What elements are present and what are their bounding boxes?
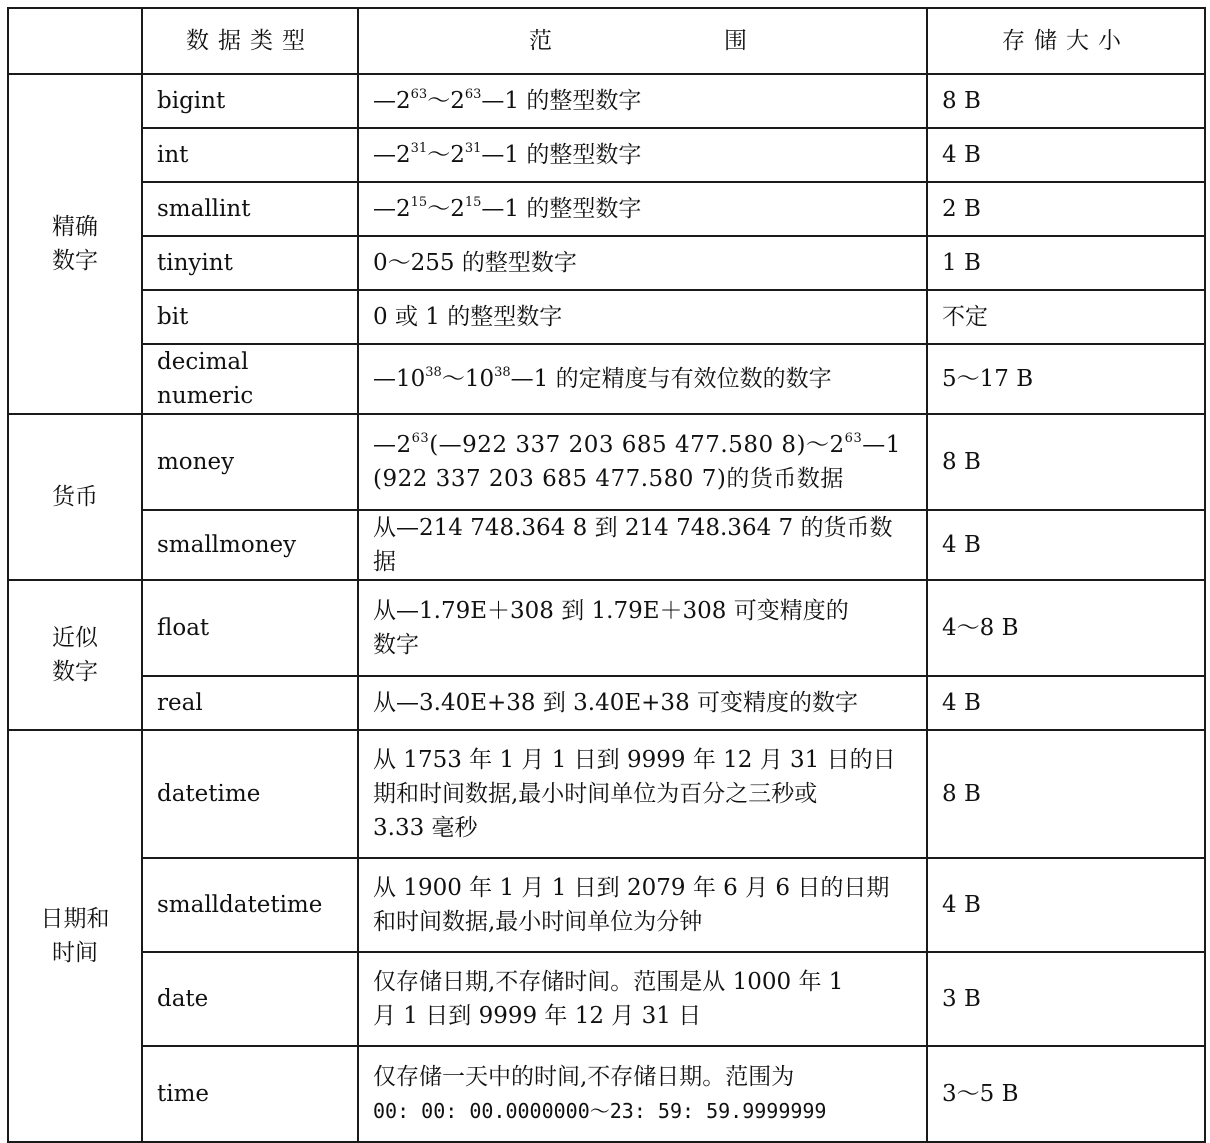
size-cell: 4 B (927, 128, 1205, 182)
size-cell: 3～5 B (927, 1046, 1205, 1142)
type-cell: time (142, 1046, 358, 1142)
size-cell: 1 B (927, 236, 1205, 290)
size-cell: 不定 (927, 290, 1205, 344)
range-cell: 0～255 的整型数字 (358, 236, 927, 290)
type-cell: decimal numeric (142, 344, 358, 414)
range-cell: 从—3.40E+38 到 3.40E+38 可变精度的数字 (358, 676, 927, 730)
table-row (8, 128, 1205, 182)
type-cell: datetime (142, 730, 358, 858)
range-cell: 从 1753 年 1 月 1 日到 9999 年 12 月 31 日的日 期和时间数据,最小时间单位为百分之三秒或 3.33 毫秒 (358, 730, 927, 858)
type-cell: date (142, 952, 358, 1046)
data-type-table (7, 7, 1206, 1143)
table-row (8, 676, 1205, 730)
table-row (8, 344, 1205, 414)
size-cell: 3 B (927, 952, 1205, 1046)
header-row (8, 8, 1205, 74)
category-exact-numeric: 精确 数字 (8, 74, 142, 414)
category-money: 货币 (8, 414, 142, 580)
size-cell: 4 B (927, 510, 1205, 580)
type-cell: int (142, 128, 358, 182)
range-cell: 从—1.79E＋308 到 1.79E＋308 可变精度的 数字 (358, 580, 927, 676)
type-cell: tinyint (142, 236, 358, 290)
size-cell: 8 B (927, 74, 1205, 128)
table-row (8, 236, 1205, 290)
range-cell: $—2^{63}(—922$ 337 203 685 477.580 $8)\sim 2^{63}—1$ (922 337 203 685 477.580 7)的货币数据 (358, 414, 927, 510)
type-cell: smalldatetime (142, 858, 358, 952)
header-data-type: 数据类型 (142, 8, 358, 74)
table-row (8, 182, 1205, 236)
header-range: 范 围 (358, 8, 927, 74)
table-row (8, 730, 1205, 858)
type-cell: smallint (142, 182, 358, 236)
table-row (8, 74, 1205, 128)
header-storage-size: 存储大小 (927, 8, 1205, 74)
size-cell: 4 B (927, 858, 1205, 952)
table-row (8, 1046, 1205, 1142)
range-cell: 仅存储日期,不存储时间。范围是从 1000 年 1 月 1 日到 9999 年 12 月 31 日 (358, 952, 927, 1046)
category-approximate-numeric: 近似 数字 (8, 580, 142, 730)
table-row (8, 510, 1205, 580)
type-cell: bit (142, 290, 358, 344)
table-row (8, 858, 1205, 952)
range-cell: 从 1900 年 1 月 1 日到 2079 年 6 月 6 日的日期 和时间数据,最小时间单位为分钟 (358, 858, 927, 952)
header-category (8, 8, 142, 74)
table-row (8, 580, 1205, 676)
range-cell: $—2^{63}\sim 2^{63}—1$ 的整型数字 (358, 74, 927, 128)
size-cell: 2 B (927, 182, 1205, 236)
table-row (8, 952, 1205, 1046)
size-cell: 5～17 B (927, 344, 1205, 414)
type-cell: money (142, 414, 358, 510)
range-cell: $—2^{31}\sim 2^{31}—1$ 的整型数字 (358, 128, 927, 182)
size-cell: 8 B (927, 730, 1205, 858)
size-cell: 4～8 B (927, 580, 1205, 676)
type-cell: bigint (142, 74, 358, 128)
type-cell: smallmoney (142, 510, 358, 580)
range-cell: 0 或 1 的整型数字 (358, 290, 927, 344)
range-cell: $—2^{15}\sim 2^{15}—1$ 的整型数字 (358, 182, 927, 236)
range-cell: 仅存储一天中的时间,不存储日期。范围为 00: 00: 00.0000000～23: 59: 59.9999999 (358, 1046, 927, 1142)
category-date-and-time: 日期和 时间 (8, 730, 142, 1142)
size-cell: 4 B (927, 676, 1205, 730)
range-cell: $—10^{38}\sim 10^{38}—1$ 的定精度与有效位数的数字 (358, 344, 927, 414)
table-row (8, 290, 1205, 344)
type-cell: real (142, 676, 358, 730)
table-row (8, 414, 1205, 510)
size-cell: 8 B (927, 414, 1205, 510)
range-cell: 从—214 748.364 8 到 214 748.364 7 的货币数据 (358, 510, 927, 580)
type-cell: float (142, 580, 358, 676)
